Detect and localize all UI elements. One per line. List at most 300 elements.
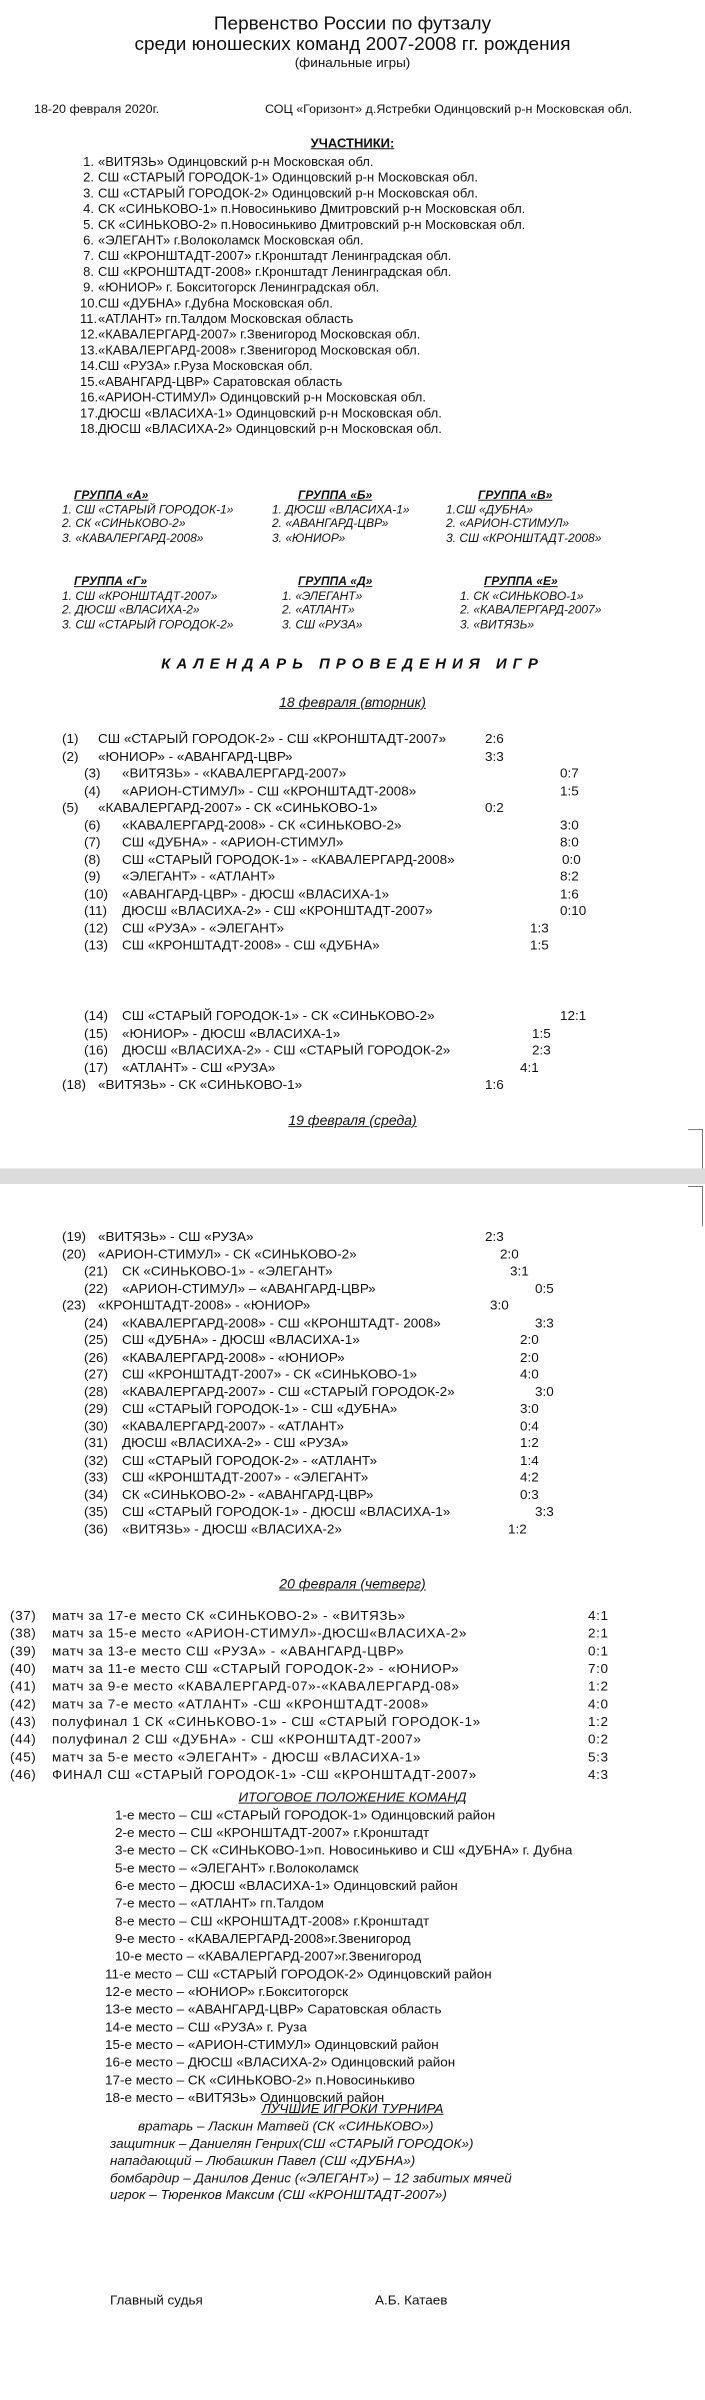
match-row bbox=[0, 1401, 705, 1418]
match-number: (17) bbox=[84, 1059, 109, 1075]
participant-name: «ЭЛЕГАНТ» г.Волоколамск Московская обл. bbox=[98, 232, 364, 248]
group-b-team-3: 3. «ЮНИОР» bbox=[272, 530, 346, 545]
match-score: 1:6 bbox=[485, 1077, 504, 1092]
participant-item bbox=[0, 170, 705, 186]
participant-item bbox=[0, 421, 705, 437]
match-score: 4:0 bbox=[520, 1366, 539, 1382]
standings-item bbox=[0, 1843, 705, 1861]
participant-item bbox=[0, 201, 705, 217]
match-teams: СШ «ДУБНА» - «АРИОН-СТИМУЛ» bbox=[122, 834, 344, 850]
event-venue: СОЦ «Горизонт» д.Ястребки Одинцовский р-н Московская обл. bbox=[265, 102, 633, 116]
match-score: 1:5 bbox=[532, 1025, 551, 1041]
match-row bbox=[0, 1661, 705, 1679]
match-number: (9) bbox=[84, 868, 101, 884]
calendar-title: КАЛЕНДАРЬ ПРОВЕДЕНИЯ ИГР bbox=[161, 655, 544, 673]
participant-name: СШ «РУЗА» г.Руза Московская обл. bbox=[98, 358, 313, 374]
standings-item bbox=[0, 1807, 705, 1825]
match-teams: СШ «СТАРЫЙ ГОРОДОК-2» - СШ «КРОНШТАДТ-2007» bbox=[98, 731, 447, 747]
match-teams: СШ «КРОНШТАДТ-2007» - СК «СИНЬКОВО-1» bbox=[122, 1366, 417, 1382]
match-score: 1:4 bbox=[520, 1452, 539, 1468]
best-player-item bbox=[0, 2170, 705, 2187]
standings-text: 12-е место – «ЮНИОР» г.Бокситогорск bbox=[105, 1984, 349, 1999]
match-teams: «ЮНИОР» - «АВАНГАРД-ЦВР» bbox=[98, 748, 293, 764]
match-number: (15) bbox=[84, 1025, 109, 1041]
match-score: 7:0 bbox=[588, 1661, 609, 1676]
match-row bbox=[0, 1608, 705, 1626]
participant-name: СШ «КРОНШТАДТ-2007» г.Кронштадт Ленинградская обл. bbox=[98, 248, 452, 264]
match-number: (38) bbox=[10, 1625, 37, 1641]
standings-item bbox=[0, 1861, 705, 1879]
match-number: (33) bbox=[84, 1469, 109, 1485]
best-player-text: вратарь – Ласкин Матвей (СК «СИНЬКОВО») bbox=[138, 2118, 434, 2134]
group-v bbox=[446, 488, 601, 545]
best-players-list bbox=[0, 2119, 705, 2205]
match-row bbox=[0, 903, 705, 920]
match-teams: «АРИОН-СТИМУЛ» – «АВАНГАРД-ЦВР» bbox=[122, 1280, 376, 1296]
group-d-team-2: 2. «АТЛАНТ» bbox=[282, 602, 355, 617]
day-3-heading: 20 февраля (четверг) bbox=[279, 1575, 426, 1592]
match-row bbox=[0, 1043, 705, 1060]
participant-number: 16. bbox=[80, 389, 99, 405]
standings-item bbox=[0, 2002, 705, 2020]
best-player-text: игрок – Тюренков Максим (СШ «КРОНШТАДТ-2007») bbox=[110, 2187, 447, 2203]
match-number: (42) bbox=[10, 1696, 37, 1712]
match-row bbox=[0, 1229, 705, 1246]
participant-item bbox=[0, 248, 705, 264]
match-number: (41) bbox=[10, 1678, 37, 1694]
match-number: (20) bbox=[62, 1246, 87, 1262]
match-score: 4:1 bbox=[520, 1059, 539, 1075]
page-break bbox=[0, 1168, 705, 1184]
participant-name: «АРИОН-СТИМУЛ» Одинцовский р-н Московская обл. bbox=[98, 389, 427, 405]
participant-item bbox=[0, 390, 705, 406]
match-number: (32) bbox=[84, 1452, 109, 1468]
match-number: (7) bbox=[84, 834, 101, 850]
match-score: 0:3 bbox=[520, 1486, 539, 1502]
standings-title: ИТОГОВОЕ ПОЛОЖЕНИЕ КОМАНД bbox=[238, 1789, 467, 1805]
match-number: (2) bbox=[62, 748, 79, 764]
match-score: 0:2 bbox=[588, 1731, 609, 1747]
participant-number: 14. bbox=[80, 358, 99, 374]
title-line-2: среди юношеских команд 2007-2008 гг. рождения bbox=[134, 34, 571, 55]
match-teams: СК «СИНЬКОВО-1» - «ЭЛЕГАНТ» bbox=[122, 1263, 333, 1279]
group-e-team-3: 3. «ВИТЯЗЬ» bbox=[460, 617, 535, 631]
match-score: 2:6 bbox=[485, 731, 504, 747]
participant-item bbox=[0, 264, 705, 280]
match-score: 8:2 bbox=[560, 868, 579, 884]
match-teams: СШ «КРОНШТАДТ-2008» - СШ «ДУБНА» bbox=[122, 937, 380, 953]
match-teams: СШ «РУЗА» - «ЭЛЕГАНТ» bbox=[122, 920, 284, 936]
group-b-team-1: 1. ДЮСШ «ВЛАСИХА-1» bbox=[272, 502, 410, 516]
match-score: 4:2 bbox=[520, 1469, 539, 1485]
match-teams: ДЮСШ «ВЛАСИХА-2» - СШ «СТАРЫЙ ГОРОДОК-2» bbox=[122, 1042, 451, 1058]
match-teams: матч за 11-е место СШ «СТАРЫЙ ГОРОДОК-2» - «ЮНИОР» bbox=[52, 1661, 460, 1676]
participant-number: 5. bbox=[83, 216, 94, 232]
participant-number: 7. bbox=[83, 248, 94, 264]
standings-text: 9-е место - «КАВАЛЕРГАРД-2008»г.Звенигород bbox=[115, 1931, 411, 1946]
match-number: (34) bbox=[84, 1486, 109, 1502]
match-teams: «КАВАЛЕРГАРД-2008» - «ЮНИОР» bbox=[122, 1349, 345, 1365]
match-teams: «КАВАЛЕРГАРД-2007» - «АТЛАНТ» bbox=[122, 1418, 344, 1433]
standings-item bbox=[0, 2037, 705, 2055]
match-number: (36) bbox=[84, 1521, 109, 1537]
match-number: (3) bbox=[84, 765, 101, 781]
match-teams: СШ «СТАРЫЙ ГОРОДОК-1» - «КАВАЛЕРГАРД-2008» bbox=[122, 851, 455, 867]
subtitle: (финальные игры) bbox=[294, 54, 411, 70]
standings-text: 14-е место – СШ «РУЗА» г. Руза bbox=[105, 2019, 307, 2035]
group-v-team-3: 3. СШ «КРОНШТАДТ-2008» bbox=[446, 530, 602, 545]
standings-text: 13-е место – «АВАНГАРД-ЦВР» Саратовская область bbox=[105, 2001, 442, 2017]
participant-number: 12. bbox=[80, 326, 99, 342]
standings-text: 8-е место – СШ «КРОНШТАДТ-2008» г.Кронштадт bbox=[115, 1913, 430, 1929]
match-row bbox=[0, 1679, 705, 1697]
groups-row-2 bbox=[0, 574, 705, 653]
participant-item bbox=[0, 296, 705, 312]
match-row bbox=[0, 1697, 705, 1715]
match-score: 3:1 bbox=[510, 1263, 529, 1279]
match-score: 2:1 bbox=[588, 1625, 609, 1641]
match-number: (8) bbox=[84, 851, 101, 867]
group-a bbox=[62, 488, 233, 545]
page-corner-mark-2 bbox=[688, 1186, 703, 1226]
match-row bbox=[0, 783, 705, 800]
match-score: 4:1 bbox=[588, 1608, 609, 1623]
match-score: 2:3 bbox=[532, 1042, 551, 1058]
participant-item bbox=[0, 358, 705, 374]
match-score: 3:3 bbox=[535, 1504, 554, 1519]
match-row bbox=[0, 1349, 705, 1366]
match-row bbox=[0, 869, 705, 886]
participant-name: СК «СИНЬКОВО-1» п.Новосинькиво Дмитровский р-н Московская обл. bbox=[98, 201, 526, 216]
match-teams: матч за 9-е место «КАВАЛЕРГАРД-07»-«КАВАЛЕРГАРД-08» bbox=[52, 1678, 460, 1694]
title-line-1: Первенство России по футзалу bbox=[213, 13, 492, 35]
match-number: (28) bbox=[84, 1383, 109, 1399]
match-score: 0:4 bbox=[520, 1418, 539, 1433]
match-teams: СШ «ДУБНА» - ДЮСШ «ВЛАСИХА-1» bbox=[122, 1332, 360, 1348]
match-teams: ДЮСШ «ВЛАСИХА-2» - СШ «РУЗА» bbox=[122, 1435, 349, 1451]
participant-name: ДЮСШ «ВЛАСИХА-2» Одинцовский р-н Московская обл. bbox=[98, 421, 442, 436]
standings-item bbox=[0, 1931, 705, 1949]
best-player-item bbox=[0, 2119, 705, 2136]
match-row bbox=[0, 886, 705, 903]
participant-name: СШ «СТАРЫЙ ГОРОДОК-1» Одинцовский р-н Московская обл. bbox=[98, 169, 478, 185]
standings-text: 3-е место – СК «СИНЬКОВО-1»п. Новосинькиво и СШ «ДУБНА» г. Дубна bbox=[115, 1842, 573, 1858]
match-teams: матч за 13-е место СШ «РУЗА» - «АВАНГАРД-ЦВР» bbox=[52, 1643, 405, 1659]
best-player-text: защитник – Даниелян Генрих(СШ «СТАРЫЙ ГОРОДОК») bbox=[110, 2135, 474, 2151]
match-teams: СШ «СТАРЫЙ ГОРОДОК-1» - СШ «ДУБНА» bbox=[122, 1401, 398, 1416]
match-teams: «ВИТЯЗЬ» - «КАВАЛЕРГАРД-2007» bbox=[122, 765, 347, 781]
match-number: (5) bbox=[62, 800, 79, 815]
standings-item bbox=[0, 2020, 705, 2038]
participant-item bbox=[0, 311, 705, 327]
best-player-item bbox=[0, 2187, 705, 2204]
match-number: (43) bbox=[10, 1714, 37, 1729]
participant-name: СШ «КРОНШТАДТ-2008» г.Кронштадт Ленинградская обл. bbox=[98, 264, 452, 279]
standings-text: 18-е место – «ВИТЯЗЬ» Одинцовский район bbox=[105, 2090, 385, 2105]
match-score: 1:5 bbox=[530, 937, 549, 953]
participant-number: 6. bbox=[83, 232, 94, 248]
match-row bbox=[0, 1644, 705, 1662]
match-score: 3:0 bbox=[560, 817, 579, 833]
match-score: 4:0 bbox=[588, 1696, 609, 1712]
match-score: 1:2 bbox=[508, 1521, 527, 1537]
group-a-team-2: 2. СК «СИНЬКОВО-2» bbox=[62, 516, 186, 531]
match-row bbox=[0, 1264, 705, 1281]
participant-name: СК «СИНЬКОВО-2» п.Новосинькиво Дмитровский р-н Московская обл. bbox=[98, 216, 526, 232]
participant-item bbox=[0, 233, 705, 249]
match-number: (26) bbox=[84, 1349, 109, 1365]
group-v-team-1: 1.СШ «ДУБНА» bbox=[446, 502, 533, 516]
match-teams: матч за 17-е место СК «СИНЬКОВО-2» - «ВИТЯЗЬ» bbox=[52, 1608, 406, 1623]
standings-text: 1-е место – СШ «СТАРЫЙ ГОРОДОК-1» Одинцовский район bbox=[115, 1807, 496, 1823]
match-teams: СШ «КРОНШТАДТ-2007» - «ЭЛЕГАНТ» bbox=[122, 1469, 369, 1485]
participant-number: 1. bbox=[83, 154, 94, 169]
match-teams: «АТЛАНТ» - СШ «РУЗА» bbox=[122, 1059, 276, 1075]
match-number: (19) bbox=[62, 1229, 87, 1244]
participant-item bbox=[0, 186, 705, 202]
match-score: 0:10 bbox=[560, 903, 587, 918]
group-e-title: ГРУППА «Е» bbox=[484, 574, 558, 589]
match-number: (39) bbox=[10, 1643, 37, 1659]
match-score: 1:5 bbox=[560, 782, 579, 798]
match-number: (27) bbox=[84, 1366, 109, 1382]
standings-item bbox=[0, 1984, 705, 2002]
match-number: (13) bbox=[84, 937, 109, 953]
participant-number: 11. bbox=[80, 311, 98, 326]
group-g-title: ГРУППА «Г» bbox=[74, 574, 148, 589]
group-b-title: ГРУППА «Б» bbox=[298, 487, 373, 502]
matches-day-3 bbox=[0, 1608, 705, 1785]
match-score: 12:1 bbox=[560, 1008, 587, 1024]
match-row bbox=[0, 731, 705, 748]
match-row bbox=[0, 1435, 705, 1452]
standings-text: 2-е место – СШ «КРОНШТАДТ-2007» г.Кронштадт bbox=[115, 1825, 430, 1840]
group-b-team-2: 2. «АВАНГАРД-ЦВР» bbox=[272, 516, 389, 531]
match-score: 4:3 bbox=[588, 1767, 609, 1782]
match-score: 3:3 bbox=[485, 748, 504, 764]
match-number: (21) bbox=[84, 1263, 109, 1279]
standings-text: 10-е место – «КАВАЛЕРГАРД-2007»г.Звенигород bbox=[115, 1948, 422, 1964]
participant-name: «ЮНИОР» г. Бокситогорск Ленинградская обл. bbox=[98, 279, 380, 295]
match-score: 8:0 bbox=[560, 834, 579, 850]
group-e-team-2: 2. «КАВАЛЕРГАРД-2007» bbox=[460, 602, 602, 617]
match-row bbox=[0, 1453, 705, 1470]
match-number: (30) bbox=[84, 1418, 109, 1433]
match-teams: «АРИОН-СТИМУЛ» - СШ «КРОНШТАДТ-2008» bbox=[122, 782, 417, 798]
document-header bbox=[0, 14, 705, 71]
group-a-team-1: 1. СШ «СТАРЫЙ ГОРОДОК-1» bbox=[62, 502, 234, 516]
participant-number: 8. bbox=[83, 264, 94, 279]
match-row bbox=[0, 1060, 705, 1077]
page-corner-mark bbox=[688, 1129, 703, 1169]
referee-name: А.Б. Катаев bbox=[375, 2292, 448, 2308]
match-row bbox=[0, 835, 705, 852]
match-teams: СК «СИНЬКОВО-2» - «АВАНГАРД-ЦВР» bbox=[122, 1486, 374, 1502]
match-row bbox=[0, 1714, 705, 1732]
standings-item bbox=[0, 1949, 705, 1967]
group-g bbox=[62, 574, 233, 631]
participant-number: 10. bbox=[80, 295, 99, 311]
match-teams: «ВИТЯЗЬ» - ДЮСШ «ВЛАСИХА-2» bbox=[122, 1521, 342, 1537]
participant-number: 9. bbox=[83, 279, 94, 295]
match-row bbox=[0, 1298, 705, 1315]
best-player-item bbox=[0, 2136, 705, 2153]
match-number: (16) bbox=[84, 1042, 109, 1058]
match-row bbox=[0, 1626, 705, 1644]
match-number: (14) bbox=[84, 1008, 109, 1024]
match-row bbox=[0, 1470, 705, 1487]
match-row bbox=[0, 1246, 705, 1263]
groups-row-1 bbox=[0, 488, 705, 567]
match-teams: «КАВАЛЕРГАРД-2007» - СШ «СТАРЫЙ ГОРОДОК-2» bbox=[122, 1383, 455, 1399]
match-score: 3:0 bbox=[490, 1297, 509, 1313]
standings-text: 11-е место – СШ «СТАРЫЙ ГОРОДОК-2» Одинцовский район bbox=[105, 1966, 492, 1982]
match-teams: матч за 15-е место «АРИОН-СТИМУЛ»-ДЮСШ«ВЛАСИХА-2» bbox=[52, 1625, 468, 1641]
match-teams: «АВАНГАРД-ЦВР» - ДЮСШ «ВЛАСИХА-1» bbox=[122, 886, 390, 901]
match-score: 1:3 bbox=[530, 920, 549, 936]
match-row bbox=[0, 1750, 705, 1768]
match-score: 2:3 bbox=[485, 1229, 504, 1244]
match-number: (31) bbox=[84, 1435, 109, 1451]
group-g-team-2: 2. ДЮСШ «ВЛАСИХА-2» bbox=[62, 602, 200, 617]
match-row bbox=[0, 1521, 705, 1538]
standings-text: 7-е место – «АТЛАНТ» гп.Талдом bbox=[115, 1895, 324, 1911]
participant-item bbox=[0, 327, 705, 343]
best-players-title: ЛУЧШИЕ ИГРОКИ ТУРНИРА bbox=[261, 2101, 444, 2116]
standings-text: 17-е место – СК «СИНЬКОВО-2» п.Новосинькиво bbox=[105, 2072, 415, 2088]
match-teams: ФИНАЛ СШ «СТАРЫЙ ГОРОДОК-1» -СШ «КРОНШТАДТ-2007» bbox=[52, 1767, 477, 1782]
participant-name: ДЮСШ «ВЛАСИХА-1» Одинцовский р-н Московская обл. bbox=[98, 405, 442, 421]
match-teams: полуфинал 2 СШ «ДУБНА» - СШ «КРОНШТАДТ-2007» bbox=[52, 1731, 422, 1747]
match-number: (37) bbox=[10, 1608, 37, 1623]
standings-item bbox=[0, 1878, 705, 1896]
standings-item bbox=[0, 2055, 705, 2073]
match-number: (24) bbox=[84, 1315, 109, 1330]
group-d bbox=[282, 574, 372, 631]
match-row bbox=[0, 1418, 705, 1435]
match-number: (10) bbox=[84, 886, 109, 901]
group-b bbox=[272, 488, 410, 545]
match-score: 0:7 bbox=[560, 765, 579, 781]
match-number: (45) bbox=[10, 1749, 37, 1765]
match-row bbox=[0, 766, 705, 783]
match-row bbox=[0, 1025, 705, 1042]
match-number: (46) bbox=[10, 1767, 37, 1782]
best-player-text: нападающий – Любашкин Павел (СШ «ДУБНА») bbox=[110, 2153, 416, 2168]
match-score: 2:0 bbox=[520, 1349, 539, 1365]
participant-item bbox=[0, 405, 705, 421]
participant-number: 4. bbox=[83, 201, 94, 216]
standings-list bbox=[0, 1807, 705, 2107]
match-teams: ДЮСШ «ВЛАСИХА-2» - СШ «КРОНШТАДТ-2007» bbox=[122, 903, 433, 918]
match-row bbox=[0, 920, 705, 937]
participant-item bbox=[0, 280, 705, 296]
participants-list bbox=[0, 154, 705, 437]
standings-text: 15-е место – «АРИОН-СТИМУЛ» Одинцовский район bbox=[105, 2037, 439, 2052]
standings-item bbox=[0, 1896, 705, 1914]
participant-item bbox=[0, 343, 705, 359]
participant-item bbox=[0, 374, 705, 390]
event-dates: 18-20 февраля 2020г. bbox=[34, 102, 160, 116]
match-row bbox=[0, 1315, 705, 1332]
match-score: 1:2 bbox=[520, 1435, 539, 1451]
participant-number: 15. bbox=[80, 374, 99, 389]
standings-item bbox=[0, 2073, 705, 2091]
match-teams: «ВИТЯЗЬ» - СШ «РУЗА» bbox=[98, 1229, 254, 1244]
group-d-team-1: 1. «ЭЛЕГАНТ» bbox=[282, 588, 363, 603]
match-score: 3:0 bbox=[535, 1383, 554, 1399]
match-row bbox=[0, 852, 705, 869]
match-teams: полуфинал 1 СК «СИНЬКОВО-1» - СШ «СТАРЫЙ ГОРОДОК-1» bbox=[52, 1714, 481, 1729]
standings-text: 16-е место – ДЮСШ «ВЛАСИХА-2» Одинцовский район bbox=[105, 2054, 456, 2070]
participant-item bbox=[0, 217, 705, 233]
standings-item bbox=[0, 1967, 705, 1985]
match-row bbox=[0, 1367, 705, 1384]
match-row bbox=[0, 938, 705, 955]
standings-text: 5-е место – «ЭЛЕГАНТ» г.Волоколамск bbox=[115, 1860, 359, 1876]
group-d-team-3: 3. СШ «РУЗА» bbox=[282, 617, 363, 631]
match-score: 0:0 bbox=[562, 851, 581, 867]
participant-number: 17. bbox=[80, 405, 99, 421]
match-score: 1:2 bbox=[588, 1714, 609, 1729]
participant-number: 3. bbox=[83, 185, 94, 201]
standings-item bbox=[0, 1914, 705, 1932]
participant-name: СШ «ДУБНА» г.Дубна Московская обл. bbox=[98, 295, 333, 311]
match-teams: «КАВАЛЕРГАРД-2007» - СК «СИНЬКОВО-1» bbox=[98, 800, 378, 815]
match-score: 1:2 bbox=[588, 1678, 609, 1694]
match-number: (29) bbox=[84, 1401, 109, 1416]
match-teams: «КАВАЛЕРГАРД-2008» - СК «СИНЬКОВО-2» bbox=[122, 817, 402, 833]
match-number: (22) bbox=[84, 1280, 109, 1296]
match-teams: СШ «СТАРЫЙ ГОРОДОК-1» - СК «СИНЬКОВО-2» bbox=[122, 1008, 435, 1024]
best-player-item bbox=[0, 2153, 705, 2170]
match-number: (23) bbox=[62, 1297, 87, 1313]
match-teams: «КАВАЛЕРГАРД-2008» - СШ «КРОНШТАДТ- 2008» bbox=[122, 1315, 441, 1330]
match-number: (4) bbox=[84, 782, 101, 798]
match-row bbox=[0, 1008, 705, 1025]
match-teams: «ЭЛЕГАНТ» - «АТЛАНТ» bbox=[122, 868, 276, 884]
match-row bbox=[0, 749, 705, 766]
standings-item bbox=[0, 1825, 705, 1843]
day-1-heading: 18 февраля (вторник) bbox=[279, 694, 426, 710]
match-number: (40) bbox=[10, 1661, 37, 1676]
match-row bbox=[0, 1732, 705, 1750]
match-row bbox=[0, 1332, 705, 1349]
match-number: (1) bbox=[62, 731, 79, 747]
participant-item bbox=[0, 154, 705, 170]
match-number: (44) bbox=[10, 1731, 37, 1747]
group-d-title: ГРУППА «Д» bbox=[298, 574, 373, 589]
match-score: 5:3 bbox=[588, 1749, 609, 1765]
group-a-title: ГРУППА «А» bbox=[74, 487, 149, 502]
match-teams: матч за 7-е место «АТЛАНТ» -СШ «КРОНШТАДТ-2008» bbox=[52, 1696, 429, 1712]
match-row bbox=[0, 1384, 705, 1401]
match-row bbox=[0, 1767, 705, 1785]
match-score: 3:0 bbox=[520, 1401, 539, 1416]
match-score: 2:0 bbox=[520, 1332, 539, 1348]
match-row bbox=[0, 817, 705, 834]
match-row bbox=[0, 1487, 705, 1504]
participant-name: СШ «СТАРЫЙ ГОРОДОК-2» Одинцовский р-н Московская обл. bbox=[98, 185, 478, 201]
match-row bbox=[0, 800, 705, 817]
match-score: 0:2 bbox=[485, 800, 504, 815]
day-2-heading: 19 февраля (среда) bbox=[288, 1112, 417, 1129]
best-player-text: бомбардир – Данилов Денис («ЭЛЕГАНТ») – 12 забитых мячей bbox=[110, 2170, 512, 2185]
matches-day-1-evening bbox=[0, 1008, 705, 1094]
group-g-team-1: 1. СШ «КРОНШТАДТ-2007» bbox=[62, 588, 218, 603]
match-number: (18) bbox=[62, 1077, 87, 1092]
matches-day-1 bbox=[0, 731, 705, 954]
